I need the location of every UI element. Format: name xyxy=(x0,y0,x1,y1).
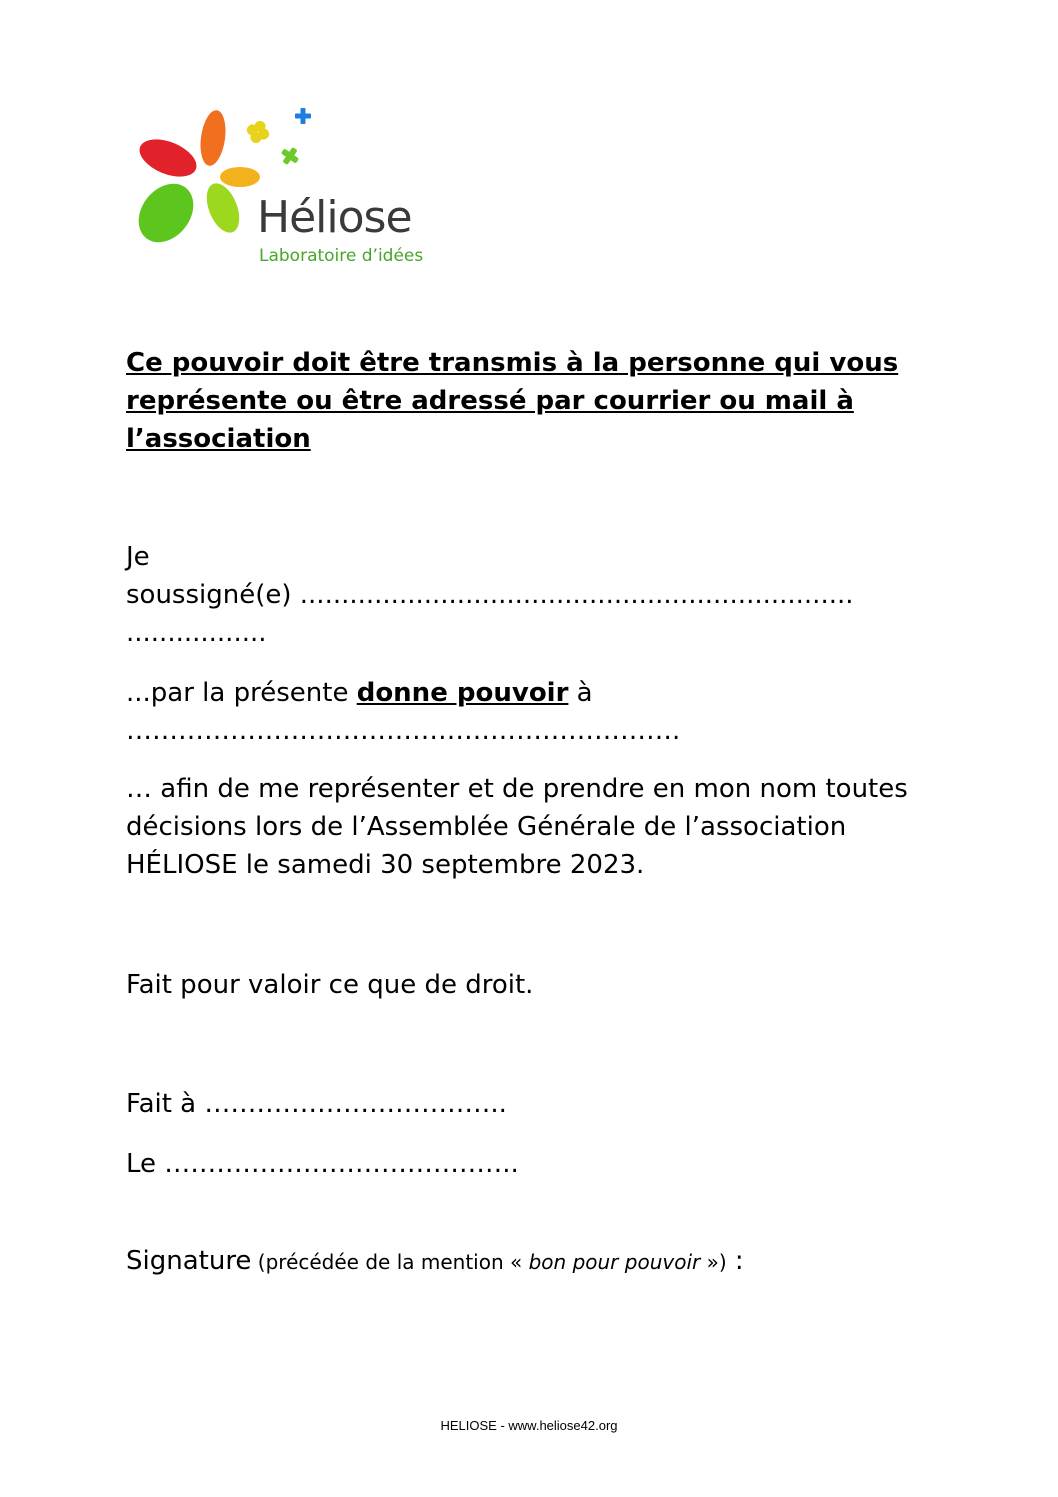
logo-tagline: Laboratoire d’idées xyxy=(259,246,424,266)
signature-note-mention: bon pour pouvoir xyxy=(528,1250,701,1274)
signature-note-end: ») xyxy=(700,1250,727,1274)
logo-plus-blue xyxy=(295,108,311,124)
date-line: Le ………………………………….. xyxy=(126,1149,519,1179)
place-line: Fait à …………………………….. xyxy=(126,1089,507,1119)
logo-petal-green xyxy=(130,173,205,253)
signature-note-start: (précédée de la mention « xyxy=(251,1250,529,1274)
proxy-grant-emphasis: donne pouvoir xyxy=(356,678,569,708)
proxy-grant-text: ...par la présente xyxy=(126,678,357,708)
page-footer: HELIOSE - www.heliose42.org xyxy=(440,1418,618,1433)
signature-label: Signature xyxy=(126,1246,252,1276)
proxy-purpose: … afin de me représenter et de prendre en mon nom toutes décisions lors de l’Assemblée Générale de l’association HÉLIOSE le samedi 30 septembre 2023. xyxy=(126,774,908,880)
legal-statement: Fait pour valoir ce que de droit. xyxy=(126,970,534,1000)
logo-petal-yellow xyxy=(220,167,260,187)
proxy-grant-recipient: à ………………………………………………………. xyxy=(126,678,681,746)
undersigned-line: Je soussigné(e) ................................................................... ................. xyxy=(126,542,854,648)
logo-plus-yellow xyxy=(243,117,272,146)
proxy-grant-line xyxy=(126,674,946,750)
logo-petal-orange xyxy=(197,109,229,168)
signature-line xyxy=(126,1242,946,1281)
logo-plus-green xyxy=(277,143,302,168)
logo-name: Héliose xyxy=(257,192,412,243)
signature-colon: : xyxy=(726,1246,744,1276)
instructions-heading: Ce pouvoir doit être transmis à la personne qui vous représente ou être adressé par courrier ou mail à l’association xyxy=(126,348,899,454)
logo-petal-light-green xyxy=(200,179,245,238)
logo-petal-red xyxy=(134,132,202,184)
